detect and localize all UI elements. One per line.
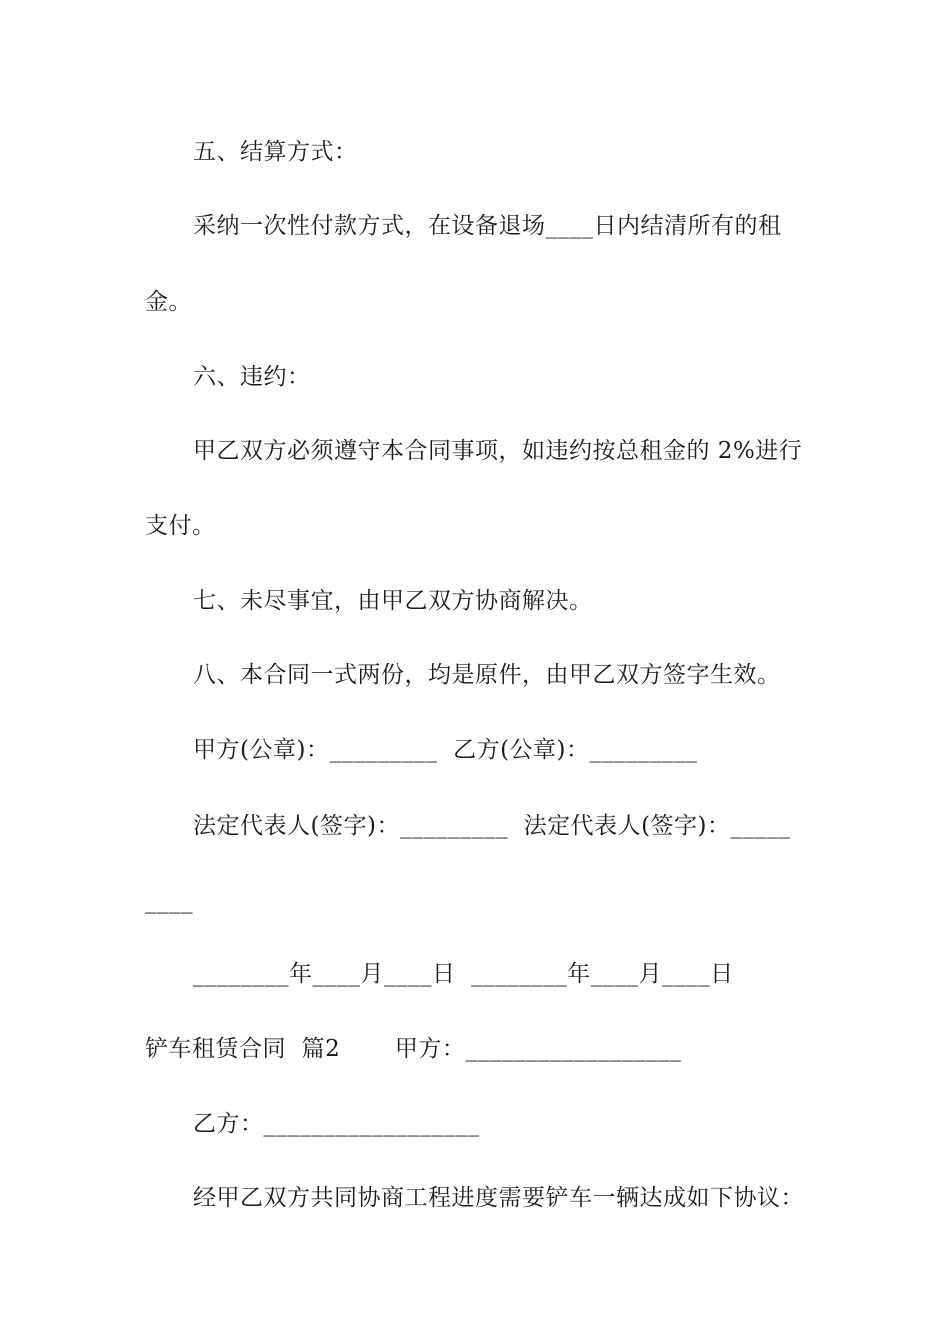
representative-signature-continuation: ____ (145, 888, 193, 914)
agreement-intro-line: 经甲乙双方共同协商工程进度需要铲车一辆达成如下协议： (193, 1185, 804, 1211)
seal-signature-line: 甲方(公章)：_________ 乙方(公章)：_________ (193, 737, 698, 763)
clause-eight: 八、本合同一式两份，均是原件，由甲乙双方签字生效。 (193, 662, 781, 688)
paragraph-line: 支付。 (145, 513, 216, 539)
clause-seven: 七、未尽事宜，由甲乙双方协商解决。 (193, 588, 593, 614)
section-heading-settlement: 五、结算方式： (193, 139, 358, 165)
section-heading-breach: 六、违约： (193, 364, 311, 390)
date-line: ________年____月____日 ________年____月____日 (193, 961, 734, 987)
paragraph-line: 采纳一次性付款方式，在设备退场____日内结清所有的租 (193, 213, 782, 239)
representative-signature-line: 法定代表人(签字)：_________ 法定代表人(签字)：_____ (193, 813, 791, 839)
party-b-line: 乙方：__________________ (193, 1111, 480, 1137)
paragraph-line: 金。 (145, 289, 192, 315)
contract-title-part-a-line: 铲车租赁合同 篇2 甲方：__________________ (145, 1036, 682, 1062)
paragraph-line: 甲乙双方必须遵守本合同事项，如违约按总租金的 2%进行 (193, 438, 803, 464)
